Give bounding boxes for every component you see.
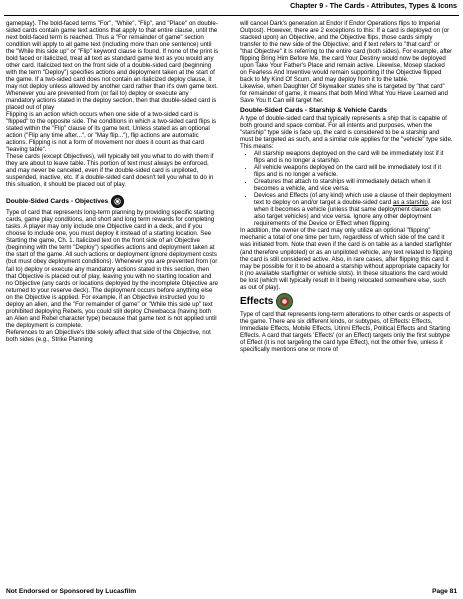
paragraph: In addition, the owner of the card may only utilize an optional "flipping" mechanic a total of one time per turn, regardless of which side of the card it was initiated from. Note that even if the card is on table as a landed starfighter (and therefore unpiloted) or as an unpiloted vehicle, any text related to flipping the card is still considered active. Also, in rare cases, after flipping this card it may be possible for it to be aboard a starship without appropriate capacity for it (no available starfighter or vehicle slots). In these situations the card would be lost (which will typically result in it being relocated somewhere else, such as out of play). [240, 227, 452, 291]
effects-heading-text: Effects [240, 295, 274, 307]
paragraph: These cards (except Objectives), will typically tell you what to do with them if they are about to leave table. This portion of text must always be enforced, and may never be canceled, even if the double-sided card is unpiloted, suspended, inactive, etc. If a double-sided card doesn't tell you what to do in this situation, it should be placed out of play. [6, 153, 214, 189]
spacer [6, 188, 219, 195]
right-column [240, 20, 453, 353]
effects-heading [240, 293, 453, 310]
objectives-heading [6, 195, 219, 208]
paragraph: will cancel Dark's generation at Endor if Endor Operations flips to Imperial Outpost). However, there are 2 exceptions to this: If a card is deployed on (or stacked upon) an Objective, and the Objective flips, those cards simply transfer to the new side of the Objective; and if text refers to "that card" or "that Objective" it is referring to the entire card (both sides). For example, after flipping Bring Him Before Me, the card Your Destiny would now be deployed upon Take Your Father's Place and remain active. Likewise, Mosep stacked on Fearless And Inventive would remain supporting if the Objective flipped back to My Kind Of Scum, and may deploy from it to the table. [240, 20, 453, 84]
paragraph: This means: [240, 143, 274, 151]
paragraph: gameplay). The bold-faced terms "For", "While", "Flip", and "Place" on double-sided cards contain game text actions that apply to that entire clause, until the next bold-faced term is reached. Thus a "For remainder of game" section condition will apply to all game text (including more than one sentence) until the "While this side up" or "Flip" keyword clause is found. If none of the print is bold faced or italicized, treat all text as standard game text as you would any other card. Italicized text on the front side of a double-sided card (beginning with the term "Deploy") specifies actions and deployment taken at the start of the game. If a two-sided card does not contain an italicized deploy clause, it may not deploy unless allowed by another card rather than it's own game text. Whenever you are prevented from (or fail to) deploy or execute any mandatory actions stated in the deploy section, then that double-sided card is placed out of play [6, 20, 219, 112]
paragraph: Type of card that represents long-term alterations to other cards or aspects of the game. There are six different kinds, or subtypes, of Effects: Effects, Immediate Effects, Mobile Effects, Utinni Effects, Political Effects and Starting Effects. A card that targets 'Effects' (or an Effect) targets only the first subtype of Effect (it is not targeting the card type Effect), not the other five, unless it specifically mentions one or more of [240, 310, 451, 353]
list-item-text: Devices and Effects (of any kind) which use a clause of their deployment text to deploy on and/or target a double-sided card [254, 192, 452, 207]
paragraph: References to an Objective's title solely affect that side of the Objective, not both sides (e.g., Strike Planning [6, 328, 211, 343]
list-item: • All vehicle weapons deployed on the card will be immediately lost if it flips and is no longer a vehicle. [254, 164, 453, 178]
paragraph: A type of double-sided card that typically represents a ship that is capable of both ground and space combat. For all intents and purposes, when the "starship" type side is face up, the card is considered to be a starship and must be targeted as such, and a similar rule applies for the "vehicle" type side. [240, 115, 453, 144]
paragraph: Flipping is an action which occurs when one side of a two-sided card is "flipped" to the opposite side. The conditions in which a two-sided card flips is stated within the "Flip" clause of its game text. Unless stated as an optional action ("Flip any time after...", or "May flip..."), flip actions are automatic actions. Flipping is not a form of movement nor does it count as that card "leaving table". [6, 111, 217, 154]
left-column [6, 20, 219, 343]
chapter-title: Chapter 9 - The Cards - Attributes, Types & Icons [290, 1, 457, 10]
list-item: • All starship weapons deployed on the card will be immediately lost if it flips and is no longer a starship. [254, 150, 453, 164]
paragraph: Type of card that represents long-term planning by providing specific starting cards, game play conditions, and short and long term rewards for completing tasks. A player may only include one Objective card in a deck, and if you choose to include one, you must deploy it instead of a starting location. See Starting the game, Ch. 1. Italicized text on the front side of an Objective (beginning with the term "Deploy") specifies actions and deployment taken at the start of the game. All such actions or deployment ignore deployment costs (but must obey deployment conditions). Whenever you are prevented from (or fail to) deploy or execute any mandatory actions stated in this section, then that Objective is placed out of play, leaving you with no starting location and no Objective (any cards or locations deployed by the incomplete Objective are returned to your reserve deck). The deployment occurs before anything else on the Objective is applied. For example, if an Objective instructed you to deploy an alien, and the "For remainder of game" or "While this side up" text prohibited deploying Rebels, you could still deploy Chewbacca (having both an Alien and Rebel character type) because that game text is not applied until the deployment is complete. [6, 209, 218, 329]
objectives-heading-text: Double-Sided Cards - Objectives [6, 198, 109, 206]
list-item [254, 192, 453, 227]
paragraph: Likewise, when Daughter Of Skywalker states she is targeted by "that card" for remainder of game, it means that both Mind What You Have Learned and Save You It Can will target her. [240, 83, 448, 105]
underlined-text: as a starship [392, 199, 428, 207]
objective-icon [111, 195, 124, 208]
effect-icon [276, 293, 293, 310]
starship-heading-text: Double-Sided Cards - Starship & Vehicle Cards [240, 107, 387, 115]
footer-disclaimer: Not Endorsed or Sponsored by Lucasfilm [6, 588, 137, 595]
bullet-list [240, 150, 453, 227]
list-item: • Creatures that attach to starships will immediately detach when it becomes a vehicle, and vice versa. [254, 178, 453, 192]
starship-vehicle-heading [240, 107, 453, 114]
list-item-text: , are lost when it becomes a vehicle (unless that same deployment clause can also target vehicles) and vice versa. Ignore any other deployment requirements of the Device or Effect when flipping. [254, 199, 452, 228]
page-number: Page 81 [432, 588, 457, 595]
